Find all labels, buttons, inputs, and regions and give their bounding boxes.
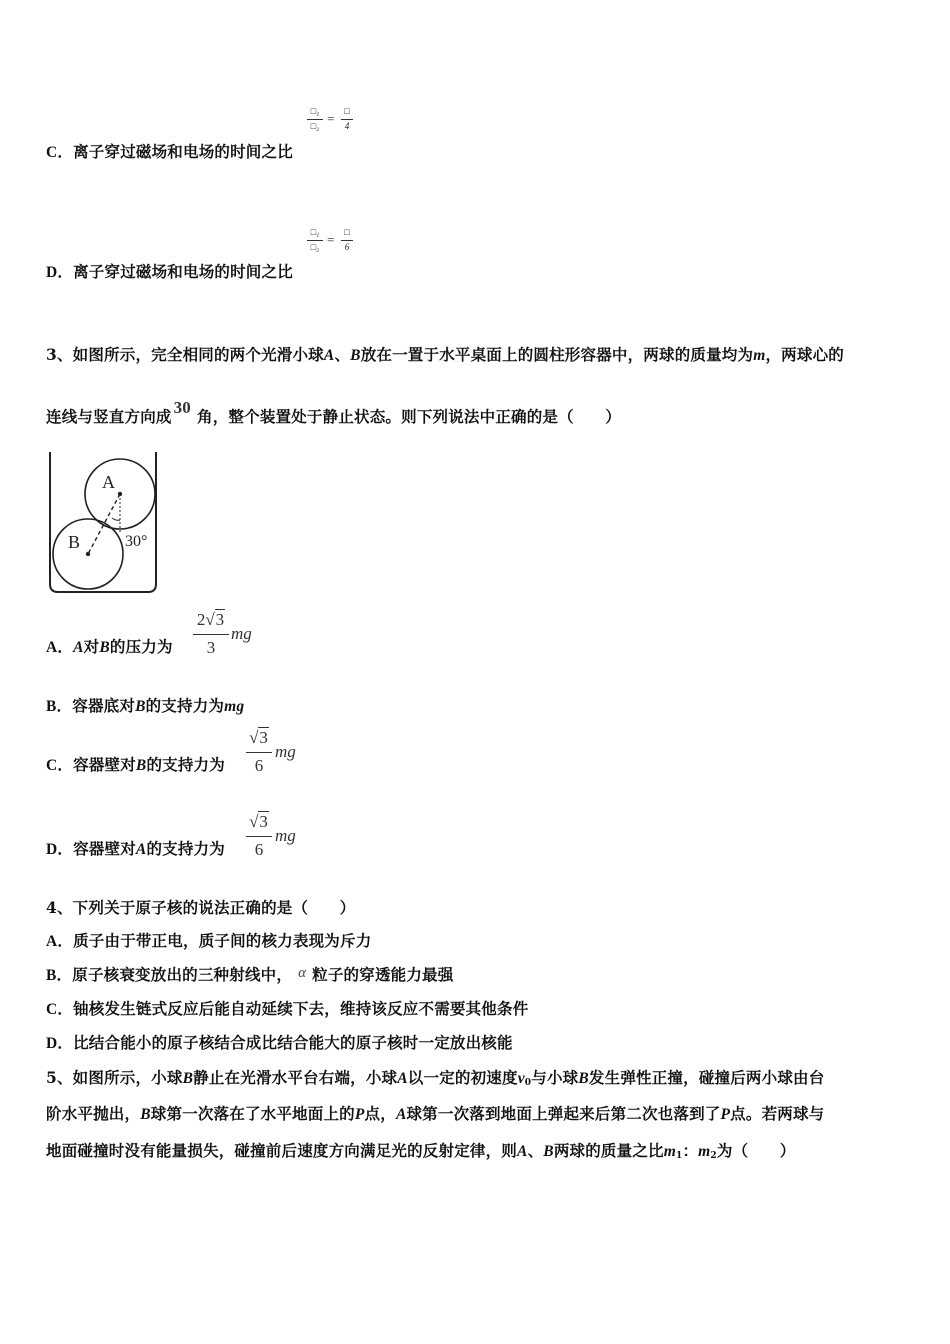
stem-text: 放在一置于水平桌面上的圆柱形容器中，两球的质量均为 (360, 345, 754, 364)
q3-stem-line1 (46, 343, 844, 365)
formula-den-right: 4 (344, 121, 350, 131)
var-m1: m (663, 1143, 676, 1160)
q2-option-d (46, 260, 293, 282)
alpha-symbol: α (298, 965, 307, 981)
option-text: 铀核发生链式反应后能自动延续下去，维持该反应不需要其他条件 (73, 999, 529, 1018)
var-b: B (182, 1070, 194, 1087)
q2-option-c (46, 140, 293, 162)
var-a: A (135, 841, 147, 858)
stem-text: 与小球 (531, 1068, 579, 1087)
subscript: 1 (675, 1151, 683, 1161)
stem-text: 球第一次落到地面上弹起来后第二次也落到了 (406, 1104, 721, 1123)
figure-label-a: A (102, 472, 115, 492)
var-p: P (354, 1106, 365, 1123)
option-label: D． (46, 841, 74, 858)
option-label: D． (46, 1035, 74, 1052)
radicand: 3 (259, 728, 268, 747)
var-b: B (350, 347, 361, 364)
fraction-tail: mg (231, 624, 252, 643)
q3-option-b (46, 694, 244, 716)
subscript: 2 (710, 1151, 717, 1161)
option-text: 质子由于带正电，质子间的核力表现为斥力 (73, 931, 372, 950)
formula-num-left: □₁ (310, 106, 320, 116)
figure-angle-label: 30° (125, 533, 148, 550)
option-label: B． (46, 967, 73, 984)
option-text: 对 (83, 637, 100, 656)
formula-num-right: □ (344, 227, 350, 237)
option-text: 比结合能小的原子核结合成比结合能大的原子核时一定放出核能 (73, 1033, 513, 1052)
stem-text: 点， (364, 1104, 396, 1123)
q3-optA-fraction (193, 610, 263, 662)
formula-num-right: □ (344, 106, 350, 116)
stem-text: 3、如图所示，完全相同的两个光滑小球 (46, 345, 324, 364)
option-label: A． (46, 933, 74, 950)
option-text: 容器壁对 (73, 755, 136, 774)
stem-text: 5、如图所示，小球 (46, 1068, 183, 1087)
center-dot-b (86, 552, 90, 556)
option-label: D． (46, 264, 74, 281)
stem-text: 静止在光滑水平台右端，小球 (193, 1068, 398, 1087)
var-b: B (543, 1143, 554, 1160)
option-text: 的支持力为 (145, 696, 225, 715)
fraction-tail: mg (275, 742, 296, 761)
fraction-numerator: √3 (249, 728, 268, 747)
var-m: m (753, 347, 766, 364)
option-text: 的支持力为 (146, 755, 225, 774)
var-p: P (720, 1106, 731, 1123)
fraction-denominator: 3 (206, 638, 216, 657)
q4-option-d (46, 1031, 513, 1053)
option-text: 粒子的穿透能力最强 (312, 965, 454, 984)
subscript: 0 (524, 1078, 532, 1088)
fraction-numerator: 2√3 (196, 610, 225, 629)
var-a: A (323, 347, 335, 364)
fraction-numerator: √3 (249, 812, 268, 831)
option-label: C． (46, 144, 74, 161)
center-line (88, 494, 120, 554)
q4-option-a (46, 929, 371, 951)
option-text: 容器底对 (72, 696, 136, 715)
stem-text: 发生弹性正撞，碰撞后两小球由台 (588, 1068, 825, 1087)
stem-text: 地面碰撞时没有能量损失，碰撞前后速度方向满足光的反射定律，则 (46, 1141, 518, 1160)
var-b: B (135, 698, 146, 715)
stem-text: 连线与竖直方向成 (46, 407, 172, 426)
radicand: 3 (259, 812, 268, 831)
q3-optD-fraction (246, 812, 316, 864)
q5-stem-line1 (46, 1066, 824, 1088)
center-dot-a (118, 492, 122, 496)
q2-optC-formula (307, 106, 367, 138)
formula-den-right: 6 (344, 242, 350, 252)
fraction-denominator: 6 (254, 840, 264, 859)
stem-sep: 、 (527, 1141, 544, 1160)
q3-option-a (46, 635, 173, 657)
option-text: 离子穿过磁场和电场的时间之比 (73, 142, 293, 161)
q2-optD-formula (307, 227, 367, 259)
formula-den-left: □₂ (310, 242, 320, 252)
option-text: 原子核衰变放出的三种射线中， (72, 965, 293, 984)
stem-text: 为（ ） (716, 1141, 796, 1160)
option-label: B． (46, 698, 73, 715)
q5-stem-line2 (46, 1102, 824, 1124)
var-a: A (397, 1070, 408, 1087)
q4-option-b (46, 963, 453, 985)
stem-text: 以一定的初速度 (407, 1068, 518, 1087)
radicand: 3 (215, 610, 225, 629)
var-m2: m (698, 1143, 711, 1160)
angle-arc (112, 518, 120, 520)
var-a: A (73, 639, 84, 656)
stem-text: ，两球心的 (765, 345, 844, 364)
var-a: A (395, 1106, 407, 1123)
option-text: 容器壁对 (73, 839, 136, 858)
stem-text: 阶水平抛出， (46, 1104, 141, 1123)
option-text: 的支持力为 (146, 839, 225, 858)
figure-label-b: B (68, 532, 81, 552)
var-b: B (99, 639, 110, 656)
q3-option-c (46, 753, 225, 775)
var-mg: mg (224, 698, 245, 715)
stem-sep: 、 (334, 345, 351, 364)
var-b: B (578, 1070, 589, 1087)
q4-option-c (46, 997, 528, 1019)
option-text: 离子穿过磁场和电场的时间之比 (73, 262, 293, 281)
option-label: A． (46, 639, 74, 656)
q3-stem-line2 (46, 398, 621, 427)
option-text: 的压力为 (109, 637, 173, 656)
stem-text: 球第一次落在了水平地面上的 (150, 1104, 355, 1123)
angle-value: 30 (173, 398, 192, 417)
stem-text: 两球的质量之比 (553, 1141, 664, 1160)
var-v: v (517, 1070, 525, 1087)
fraction-denominator: 6 (254, 756, 264, 775)
q4-stem: 4、下列关于原子核的说法正确的是（ ） (46, 898, 356, 917)
var-b: B (135, 757, 147, 774)
stem-sep: ： (682, 1141, 699, 1160)
formula-den-left: □₂ (310, 121, 320, 131)
formula-equals: = (327, 232, 335, 247)
option-label: C． (46, 757, 74, 774)
q3-figure (46, 450, 166, 598)
stem-text: 点。若两球与 (730, 1104, 825, 1123)
formula-equals: = (327, 111, 335, 126)
option-label: C． (46, 1001, 74, 1018)
q3-option-d (46, 837, 225, 859)
q3-optC-fraction (246, 728, 316, 780)
var-a: A (517, 1143, 528, 1160)
stem-text: 角，整个装置处于静止状态。则下列说法中正确的是（ ） (197, 407, 621, 426)
fraction-tail: mg (275, 826, 296, 845)
q5-stem-line3 (46, 1139, 795, 1161)
var-b: B (140, 1106, 151, 1123)
coef: 2 (196, 610, 206, 629)
formula-num-left: □₁ (310, 227, 320, 237)
